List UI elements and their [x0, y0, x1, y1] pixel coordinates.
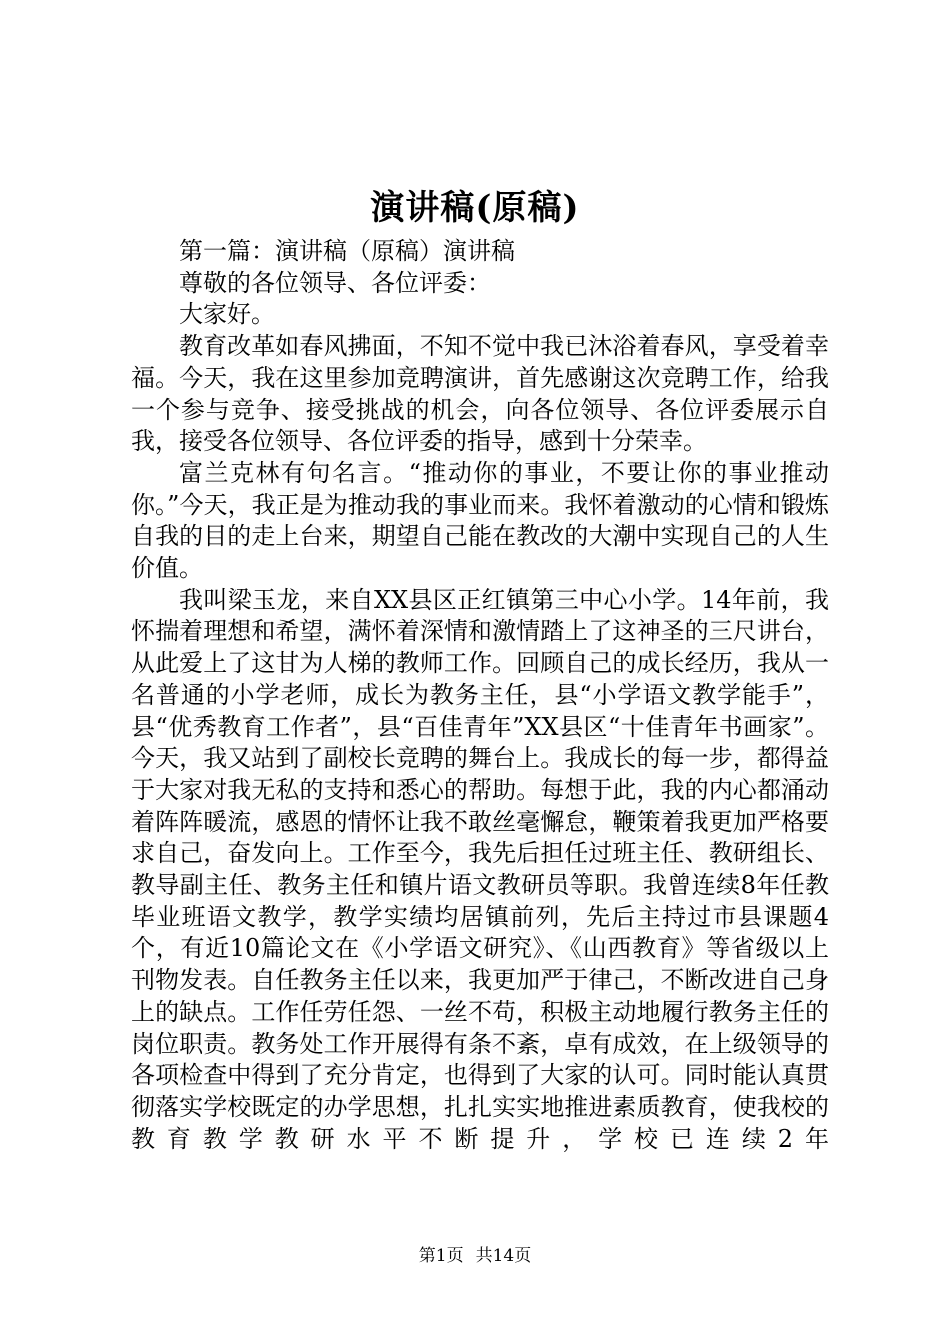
page-total: 共14页 — [475, 1246, 532, 1266]
page-number: 第1页 — [418, 1246, 464, 1266]
paragraph-quote: 富兰克林有句名言。“推动你的事业，不要让你的事业推动你。”今天，我正是为推动我的事业而来。我怀着激动的心情和锻炼自我的目的走上台来，期望自己能在教改的大潮中实现自己的人生价值。 — [131, 458, 829, 583]
document-title: 演讲稿(原稿) — [370, 188, 580, 228]
paragraph-biography: 我叫梁玉龙，来自XX县区正红镇第三中心小学。14年前，我怀揣着理想和希望，满怀着深情和激情踏上了这神圣的三尺讲台，从此爱上了这甘为人梯的教师工作。回顾自己的成长经历，我从一名普通的小学老师，成长为教务主任，县“小学语文教学能手”，县“优秀教育工作者”，县“百佳青年”XX县区“十佳青年书画家”。今天，我又站到了副校长竞聘的舞台上。我成长的每一步，都得益于大家对我无私的支持和悉心的帮助。每想于此，我的内心都涌动着阵阵暖流，感恩的情怀让我不敢丝毫懈怠，鞭策着我更加严格要求自己，奋发向上。工作至今，我先后担任过班主任、教研组长、教导副主任、教务主任和镇片语文教研员等职。我曾连续8年任教毕业班语文教学，教学实绩均居镇前列，先后主持过市县课题4个，有近10篇论文在《小学语文研究》、《山西教育》等省级以上刊物发表。自任教务主任以来，我更加严于律己，不断改进自己身上的缺点。工作任劳任怨、一丝不苟，积极主动地履行教务主任的岗位职责。教务处工作开展得有条不紊，卓有成效，在上级领导的各项检查中得到了充分肯定，也得到了大家的认可。同时能认真贯彻落实学校既定的办学思想，扎扎实实地推进素质教育，使我校的教育教学教研水平不断提升，学校已连续2年 — [131, 585, 829, 1153]
paragraph-intro: 教育改革如春风拂面，不知不觉中我已沐浴着春风，享受着幸福。今天，我在这里参加竞聘演讲，首先感谢这次竞聘工作，给我一个参与竞争、接受挑战的机会，向各位领导、各位评委展示自我，接受各位领导、各位评委的指导，感到十分荣幸。 — [131, 332, 829, 456]
paragraph-greeting: 大家好。 — [179, 300, 275, 329]
paragraph-heading: 第一篇：演讲稿（原稿）演讲稿 — [179, 237, 515, 265]
page-footer — [0, 1244, 950, 1268]
document-body — [131, 236, 829, 1155]
paragraph-salutation: 尊敬的各位领导、各位评委： — [179, 268, 491, 297]
